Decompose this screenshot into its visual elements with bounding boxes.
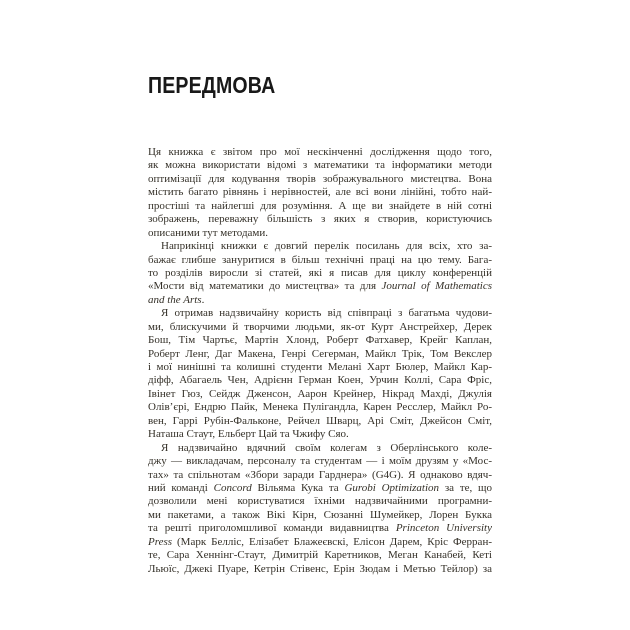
text-segment: Я отримав надзвичайну користь від співпраці з багатьма чудови- (161, 307, 492, 320)
text-segment: тах» та спільнотам «Збори заради Гарднера» (G4G). Я однаково вдяч- (148, 468, 492, 481)
text-line (148, 522, 492, 535)
text-line (148, 159, 492, 172)
text-line (148, 307, 492, 320)
text-line (148, 469, 492, 482)
text-segment: Ця книжка є звітом про мої нескінченні дослідження щодо того, (148, 146, 492, 158)
text-segment: джу — викладачам, персоналу та студентам — і моїм друзям у «Мос- (148, 455, 492, 468)
text-segment: дозволили мені користуватися їхніми надзвичайними програмни- (148, 495, 492, 508)
text-line (148, 200, 492, 213)
text-segment: вен, Гаррі Рубін-Фальконе, Рейчел Шварц, Арі Сміт, Джейсон Сміт, (148, 414, 492, 427)
text-line (148, 213, 492, 226)
text-line (148, 294, 492, 307)
text-segment: ми, блискучими й творчими людьми, як-от Курт Анстрейхер, Дерек (148, 320, 492, 333)
text-line (148, 280, 492, 293)
text-line (148, 186, 492, 199)
text-segment: бажає глибше зануритися в більш технічні праці на цю тему. Бага- (148, 253, 492, 266)
text-segment: Олів’єрі, Ендрю Пайк, Менека Пулігандла, Карен Ресслер, Майкл Ро- (148, 401, 492, 414)
text-line (148, 401, 492, 414)
text-segment: Роберт Ленг, Даг Макена, Генрі Сегерман, Майкл Трік, Том Векслер (148, 347, 492, 360)
text-line (148, 442, 492, 455)
text-line (148, 415, 492, 428)
text-segment: то розділів виросли зі статей, які я писав для циклу конференцій (148, 266, 492, 279)
text-line (148, 173, 492, 186)
text-line (148, 536, 492, 549)
text-segment: Івінет Гюз, Сейдж Дженсон, Аарон Крейнер, Нікрад Махді, Джулія (148, 387, 492, 400)
text-segment: Я надзвичайно вдячний своїм колегам з Оберлінського коле- (161, 441, 492, 454)
text-segment: Наприкінці книжки є довгий перелік посилань для всіх, хто за- (161, 240, 492, 253)
text-segment: оптимізації для кодування творів зображувального мистецтва. Вона (148, 172, 492, 185)
text-segment: Льюїс, Джекі Пуаре, Кетрін Стівенс, Ерін Зюдам і Метью Тейлор) за (148, 562, 492, 575)
text-segment: Вільяма Кука та (251, 481, 345, 494)
text-line (148, 267, 492, 280)
text-segment: як можна використати відомі з математики та інформатики методи (148, 159, 492, 172)
italic-text-segment: Press (148, 535, 173, 548)
text-line (148, 321, 492, 334)
text-line (148, 146, 492, 159)
text-line (148, 428, 492, 441)
preface-text (148, 146, 492, 576)
text-segment: ний команді (148, 481, 214, 494)
italic-text-segment: Concord (213, 481, 252, 494)
text-segment: Бош, Тім Чартьє, Мартін Хлонд, Роберт Фатхавер, Крейг Каплан, (148, 334, 492, 347)
text-segment: за те, що (439, 481, 493, 494)
text-segment: ми пакетами, а також Вікі Кірн, Сюзанні Шумейкер, Лорен Букка (148, 508, 492, 521)
text-line (148, 334, 492, 347)
text-line (148, 455, 492, 468)
text-line (148, 227, 492, 240)
text-line (148, 348, 492, 361)
italic-text-segment: Princeton University (395, 522, 492, 535)
text-line (148, 254, 492, 267)
text-line (148, 549, 492, 562)
text-segment: і мої нинішні та колишні студенти Мелані Харт Бюлер, Майкл Кар- (148, 361, 492, 373)
text-line (148, 482, 492, 495)
text-segment: містить багато рівнянь і нерівностей, але всі вони лінійні, тобто най- (148, 186, 492, 199)
text-line (148, 563, 492, 576)
text-segment: простіші та найлегші для розуміння. А ще ви знайдете в ній сотні (148, 199, 492, 212)
text-segment: (Марк Белліс, Елізабет Блажеєвскі, Елісон Дарем, Кріс Ферран- (172, 535, 492, 548)
text-line (148, 509, 492, 522)
italic-text-segment: Gurobi Optimization (344, 481, 440, 494)
text-line (148, 388, 492, 401)
text-line (148, 495, 492, 508)
text-segment: Наташа Стаут, Ельберт Цай та Чжифу Сяо. (148, 428, 349, 441)
italic-text-segment: Journal of Mathematics (381, 280, 492, 293)
text-line (148, 374, 492, 387)
text-segment: . (201, 293, 205, 306)
text-segment: діфф, Абагаель Чен, Адрієнн Герман Коен, Урчин Коллі, Сара Фріс, (148, 374, 492, 387)
italic-text-segment: and the Arts (148, 293, 202, 306)
text-segment: «Мости від математики до мистецтва» та для (148, 280, 382, 293)
text-line (148, 361, 492, 374)
text-segment: описаними тут методами. (148, 226, 269, 239)
page-title: ПЕРЕДМОВА (148, 72, 276, 98)
text-line (148, 240, 492, 253)
text-segment: та решті приголомшливої команди видавництва (148, 522, 396, 535)
text-segment: зображень, переважну більшість з яких я створив, користуючись (148, 213, 492, 226)
text-segment: те, Сара Хеннінг-Стаут, Димитрій Каретников, Меган Канабей, Кеті (148, 549, 492, 562)
